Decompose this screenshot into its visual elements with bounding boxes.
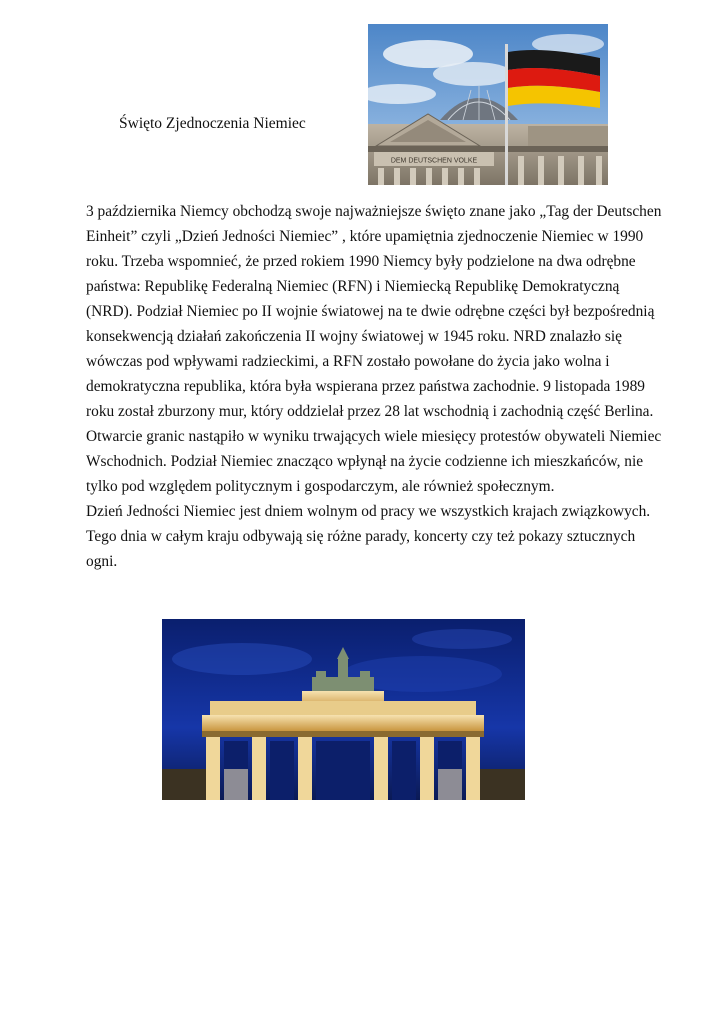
paragraph-line: Wschodnich. Podział Niemiec znacząco wpłynął na życie codzienne ich mieszkańców, nie <box>86 453 644 470</box>
page-title: Święto Zjednoczenia Niemiec <box>119 115 306 132</box>
paragraph-line: roku został zburzony mur, który oddzielał przez 28 lat wschodnią i zachodnią część Berlina. <box>86 403 654 420</box>
paragraph-line: Otwarcie granic nastąpiło w wyniku trwających wiele miesięcy protestów obywateli Niemiec <box>86 428 662 445</box>
paragraph-line: Einheit” czyli „Dzień Jedności Niemiec” , które upamiętnia zjednoczenie Niemiec w 1990 <box>86 228 644 245</box>
paragraph-line: państwa: Republikę Federalną Niemiec (RFN) i Niemiecką Republikę Demokratyczną <box>86 278 620 295</box>
article-body <box>86 199 662 574</box>
paragraph-line: 3 października Niemcy obchodzą swoje najważniejsze święto znane jako „Tag der Deutschen <box>86 203 662 220</box>
paragraph-line: tylko pod względem politycznym i gospodarczym, ale również społecznym. <box>86 478 555 495</box>
paragraph-line: Tego dnia w całym kraju odbywają się różne parady, koncerty czy też pokazy sztucznych <box>86 528 636 545</box>
reichstag-flag-photo <box>368 24 608 185</box>
paragraph-line: (NRD). Podział Niemiec po II wojnie światowej na te dwie odrębne części był bezpośrednią <box>86 303 655 320</box>
reichstag-inscription: DEM DEUTSCHEN VOLKE <box>390 157 478 165</box>
paragraph-line: Dzień Jedności Niemiec jest dniem wolnym od pracy we wszystkich krajach związkowych. <box>86 503 651 520</box>
paragraph-line: konsekwencją działań zakończenia II wojny światowej w 1945 roku. NRD znalazło się <box>86 328 622 345</box>
paragraph-line: wówczas pod wpływami radzieckimi, a RFN zostało powołane do życia jako wolna i <box>86 353 610 370</box>
paragraph-line: ogni. <box>86 553 118 570</box>
paragraph-line: demokratyczna republika, która była wspierana przez państwa zachodnie. 9 listopada 1989 <box>86 378 645 395</box>
brandenburg-gate-photo <box>162 619 525 800</box>
german-flag <box>508 50 600 108</box>
paragraph-line: roku. Trzeba wspomnieć, że przed rokiem 1990 Niemcy były podzielone na dwa odrębne <box>86 253 636 270</box>
